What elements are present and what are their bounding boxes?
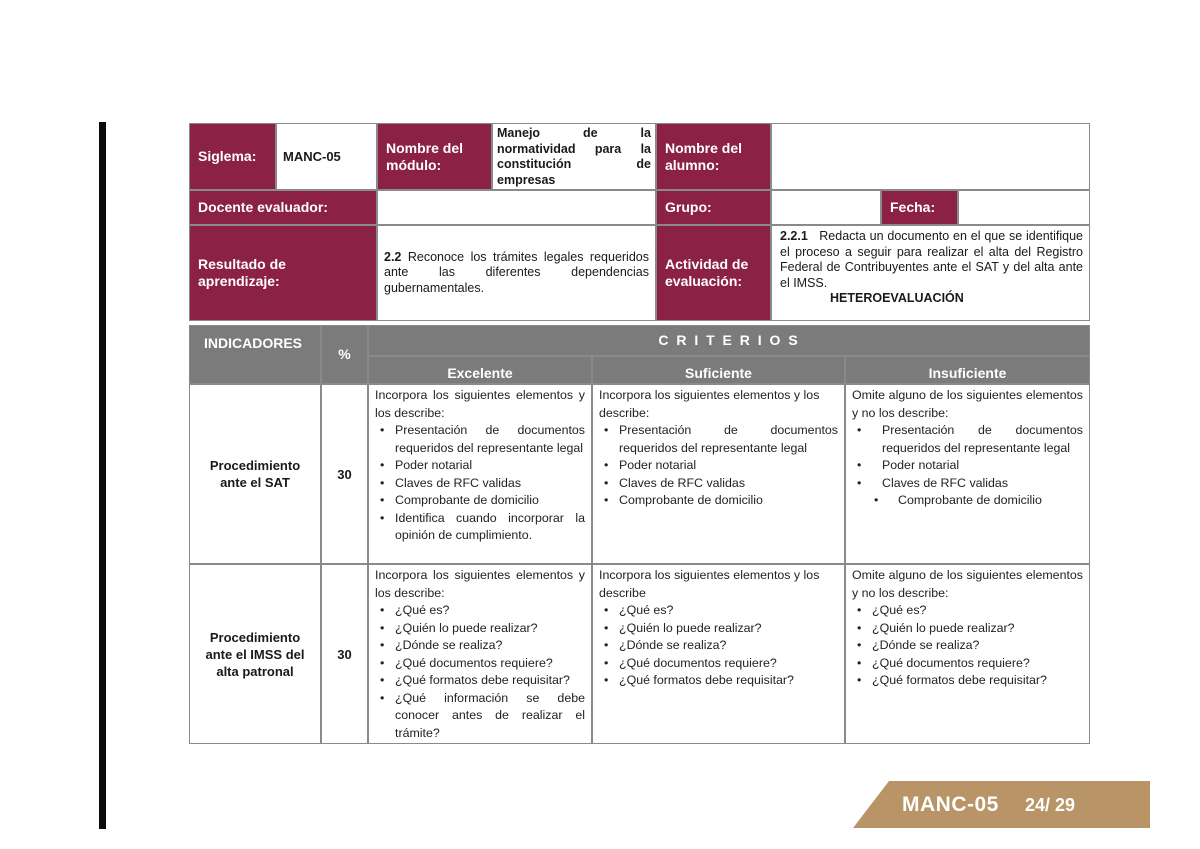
modulo-label: Nombre del módulo: <box>377 123 492 190</box>
grupo-label: Grupo: <box>656 190 771 225</box>
cell-intro: Incorpora los siguientes elementos y los describe: <box>375 388 585 420</box>
header-table <box>189 123 1090 321</box>
level-insuficiente: Insuficiente <box>845 356 1090 384</box>
pct-sat: 30 <box>321 384 368 564</box>
list-item: • Poder notarial <box>375 457 585 475</box>
cell-sat-excelente <box>368 384 592 564</box>
list-item: • Claves de RFC validas <box>375 475 585 493</box>
page-left-border <box>99 122 106 829</box>
indicadores-header: INDICADORES <box>189 325 321 384</box>
docente-value[interactable] <box>377 190 656 225</box>
cell-intro: Incorpora los siguientes elementos y los describe <box>599 568 820 600</box>
list-item: • ¿Qué formatos debe requisitar? <box>852 672 1083 690</box>
list-item: • ¿Qué es? <box>599 602 838 620</box>
level-suficiente: Suficiente <box>592 356 845 384</box>
list-item: • ¿Qué es? <box>852 602 1083 620</box>
list-item: • ¿Qué es? <box>375 602 585 620</box>
list-item: • ¿Qué documentos requiere? <box>375 655 585 673</box>
badge-shape <box>853 781 1150 828</box>
footer-page-badge <box>853 781 1150 828</box>
list-item: • Comprobante de domicilio <box>599 492 838 510</box>
siglema-label: Siglema: <box>189 123 276 190</box>
pct-imss: 30 <box>321 564 368 744</box>
list-item: • Comprobante de domicilio <box>852 492 1083 510</box>
grupo-value[interactable] <box>771 190 881 225</box>
cell-imss-excelente <box>368 564 592 744</box>
list-item: • Identifica cuando incorporar la opinión de cumplimiento. <box>375 510 585 545</box>
list-item: • Claves de RFC validas <box>599 475 838 493</box>
list-item: • ¿Quién lo puede realizar? <box>852 620 1083 638</box>
list-item: • Poder notarial <box>852 457 1083 475</box>
cell-intro: Incorpora los siguientes elementos y los describe: <box>599 388 820 420</box>
cell-imss-suficiente <box>592 564 845 744</box>
list-item: • ¿Qué formatos debe requisitar? <box>599 672 838 690</box>
fecha-value[interactable] <box>958 190 1090 225</box>
resultado-label: Resultado de aprendizaje: <box>189 225 377 321</box>
list-item: • Poder notarial <box>599 457 838 475</box>
list-item: • ¿Qué formatos debe requisitar? <box>375 672 585 690</box>
list-item: • ¿Dónde se realiza? <box>375 637 585 655</box>
docente-label: Docente evaluador: <box>189 190 377 225</box>
criterios-header: C R I T E R I O S <box>368 325 1090 356</box>
list-item: • ¿Qué documentos requiere? <box>599 655 838 673</box>
siglema-value: MANC-05 <box>276 123 377 190</box>
alumno-value[interactable] <box>771 123 1090 190</box>
cell-intro: Omite alguno de los siguientes elementos y no los describe: <box>852 568 1083 600</box>
cell-intro: Incorpora los siguientes elementos y los describe: <box>375 568 585 600</box>
actividad-num: 2.2.1 <box>780 229 808 243</box>
list-item: • Comprobante de domicilio <box>375 492 585 510</box>
list-item: • ¿Qué información se debe conocer antes de realizar el trámite? <box>375 690 585 743</box>
actividad-text-block <box>780 229 1083 291</box>
actividad-label: Actividad de evaluación: <box>656 225 771 321</box>
list-item: • Presentación de documentos requeridos del representante legal <box>375 422 585 457</box>
pct-header: % <box>321 325 368 384</box>
list-item: • ¿Quién lo puede realizar? <box>375 620 585 638</box>
indicator-imss: Procedimiento ante el IMSS del alta patronal <box>189 564 321 744</box>
indicator-sat: Procedimiento ante el SAT <box>189 384 321 564</box>
cell-imss-insuficiente <box>845 564 1090 744</box>
resultado-text-block <box>384 250 649 297</box>
actividad-type: HETEROEVALUACIÓN <box>830 291 964 305</box>
modulo-value: Manejo de la normatividad para la constitución de empresas <box>497 126 651 187</box>
resultado-num: 2.2 <box>384 249 402 264</box>
rubric-table <box>189 325 1090 744</box>
alumno-label: Nombre del alumno: <box>656 123 771 190</box>
list-item: • ¿Dónde se realiza? <box>852 637 1083 655</box>
list-item: • ¿Quién lo puede realizar? <box>599 620 838 638</box>
footer-code: MANC-05 <box>902 793 999 816</box>
cell-sat-suficiente <box>592 384 845 564</box>
actividad-text: Redacta un documento en el que se identifique el proceso a seguir para realizar el alta del Registro Federal de Contribuyentes ante el SAT y del alta ante el IMSS. <box>780 229 1083 290</box>
level-excelente: Excelente <box>368 356 592 384</box>
list-item: • ¿Qué documentos requiere? <box>852 655 1083 673</box>
footer-page-number: 24/ 29 <box>1025 795 1076 815</box>
resultado-text: Reconoce los trámites legales requeridos ante las diferentes dependencias gubernamentales. <box>384 249 649 295</box>
fecha-label: Fecha: <box>881 190 958 225</box>
list-item: • Presentación de documentos requeridos del representante legal <box>852 422 1083 457</box>
cell-sat-insuficiente <box>845 384 1090 564</box>
list-item: • Presentación de documentos requeridos del representante legal <box>599 422 838 457</box>
list-item: • Claves de RFC validas <box>852 475 1083 493</box>
cell-intro: Omite alguno de los siguientes elementos y no los describe: <box>852 388 1083 420</box>
list-item: • ¿Dónde se realiza? <box>599 637 838 655</box>
